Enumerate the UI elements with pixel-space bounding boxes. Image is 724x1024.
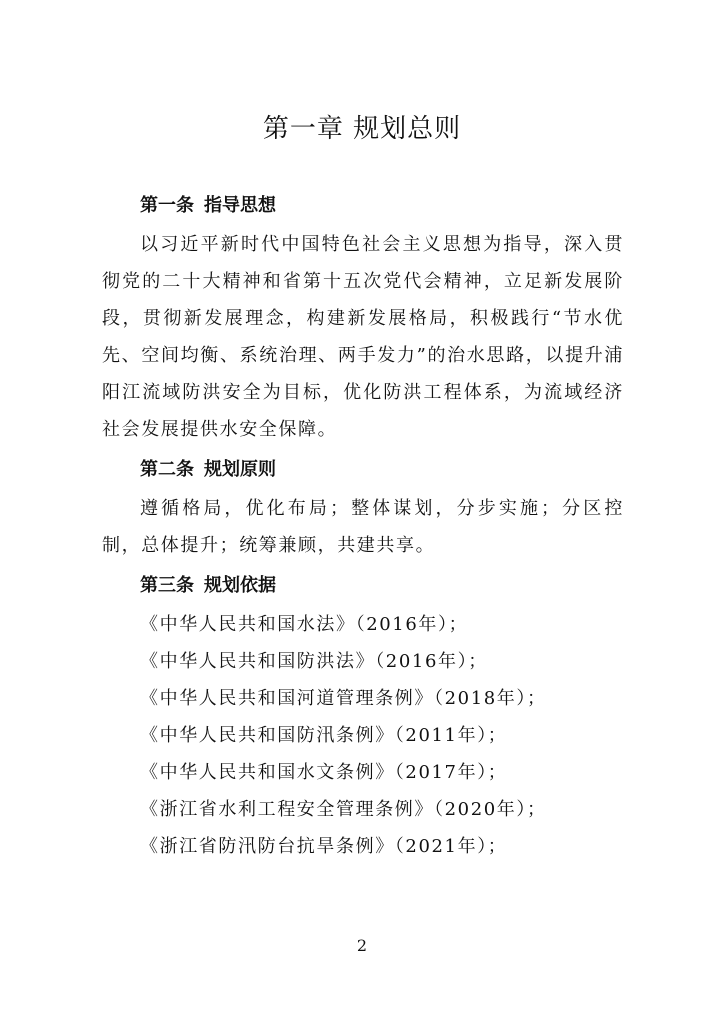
list-item: 《中华人民共和国防汛条例》（2011年）；	[140, 725, 508, 746]
basis-list	[102, 606, 624, 865]
article-3	[102, 566, 624, 865]
list-item: 《中华人民共和国防洪法》（2016年）；	[140, 651, 488, 672]
article-2	[102, 450, 624, 564]
page-number: 2	[356, 936, 368, 955]
list-item: 《中华人民共和国河道管理条例》（2018年）；	[140, 688, 547, 709]
article-number: 第二条	[140, 459, 194, 480]
article-heading	[102, 450, 624, 490]
list-item: 《浙江省水利工程安全管理条例》（2020年）；	[140, 799, 547, 820]
article-heading	[102, 566, 624, 606]
article-body: 以习近平新时代中国特色社会主义思想为指导，深入贯彻党的二十大精神和省第十五次党代会精神，立足新发展阶段，贯彻新发展理念，构建新发展格局，积极践行“节水优先、空间均衡、系统治理、两手发力”的治水思路，以提升浦阳江流域防洪安全为目标，优化防洪工程体系，为流域经济社会发展提供水安全保障。	[102, 234, 624, 440]
list-item: 《中华人民共和国水文条例》（2017年）；	[140, 762, 508, 783]
article-heading	[102, 186, 624, 226]
article-1	[102, 186, 624, 448]
list-item: 《中华人民共和国水法》（2016年）；	[140, 614, 469, 635]
chapter-title: 第一章 规划总则	[262, 114, 462, 144]
article-title: 指导思想	[204, 195, 276, 216]
article-body: 遵循格局，优化布局；整体谋划，分步实施；分区控制，总体提升；统筹兼顾，共建共享。	[102, 498, 624, 556]
article-title: 规划依据	[204, 575, 276, 596]
article-number: 第三条	[140, 575, 194, 596]
article-title: 规划原则	[204, 459, 276, 480]
list-item: 《浙江省防汛防台抗旱条例》（2021年）；	[140, 836, 508, 857]
page-content	[102, 186, 624, 865]
article-number: 第一条	[140, 195, 194, 216]
